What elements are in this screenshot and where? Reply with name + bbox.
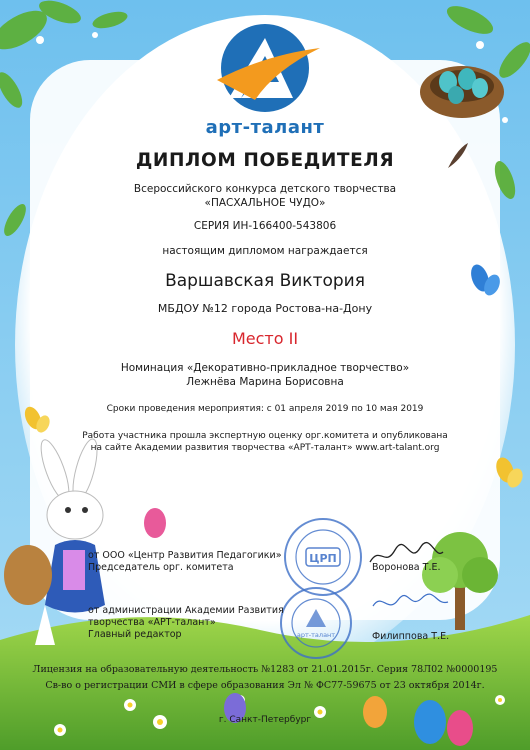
stamp-text: арт-талант — [296, 631, 336, 639]
recipient-school: МБДОУ №12 города Ростова-на-Дону — [157, 302, 373, 315]
stamp-art-talant — [278, 585, 354, 661]
signature-org: от администрации Академии Развития — [88, 605, 284, 616]
expert-line: на сайте Академии развития творчества «АРТ-талант» www.art-talant.org — [90, 443, 440, 453]
city: г. Санкт-Петербург — [218, 715, 312, 725]
signature-role: Главный редактор — [88, 629, 182, 640]
recipient-name: Варшавская Виктория — [165, 271, 365, 291]
signature-name-1: Воронова Т.Е. — [372, 562, 441, 573]
signature-filippova — [370, 588, 450, 618]
place-award: Место II — [231, 329, 299, 348]
event-dates: Сроки проведения мероприятия: с 01 апреля 2019 по 10 мая 2019 — [106, 404, 424, 414]
supervisor-name: Лежнёва Марина Борисовна — [186, 376, 344, 388]
expert-note — [0, 430, 530, 454]
expert-line: Работа участника прошла экспертную оценку орг.комитета и опубликована — [82, 431, 448, 441]
diploma-title: ДИПЛОМ ПОБЕДИТЕЛЯ — [135, 150, 395, 171]
stamp-text: ЦРП — [309, 552, 337, 565]
contest-name — [0, 182, 530, 210]
brand-name: арт-талант — [205, 117, 325, 138]
nest-illustration — [420, 66, 504, 118]
media-registration-text: Св-во о регистрации СМИ в сфере образования Эл № ФС77-59675 от 23 октября 2014г. — [45, 680, 485, 691]
contest-title: «ПАСХАЛЬНОЕ ЧУДО» — [204, 197, 326, 209]
signature-block-1 — [88, 550, 282, 574]
signature-role: Председатель орг. комитета — [88, 562, 234, 573]
logo-icon — [195, 20, 335, 120]
nomination-block — [0, 361, 530, 389]
signature-name-2: Филиппова Т.Е. — [372, 631, 450, 642]
signature-org: творчества «АРТ-талант» — [88, 617, 216, 628]
contest-line: Всероссийского конкурса детского творчества — [133, 183, 397, 195]
signature-org: от ООО «Центр Развития Педагогики» — [88, 550, 282, 561]
series-number: СЕРИЯ ИН-166400-543806 — [193, 220, 337, 232]
awarded-text: настоящим дипломом награждается — [162, 245, 368, 257]
signature-block-2 — [88, 605, 284, 641]
license-text: Лицензия на образовательную деятельность №1283 от 21.01.2015г. Серия 78Л02 №0000195 — [32, 664, 498, 675]
nomination: Номинация «Декоративно-прикладное творчество» — [120, 362, 410, 374]
